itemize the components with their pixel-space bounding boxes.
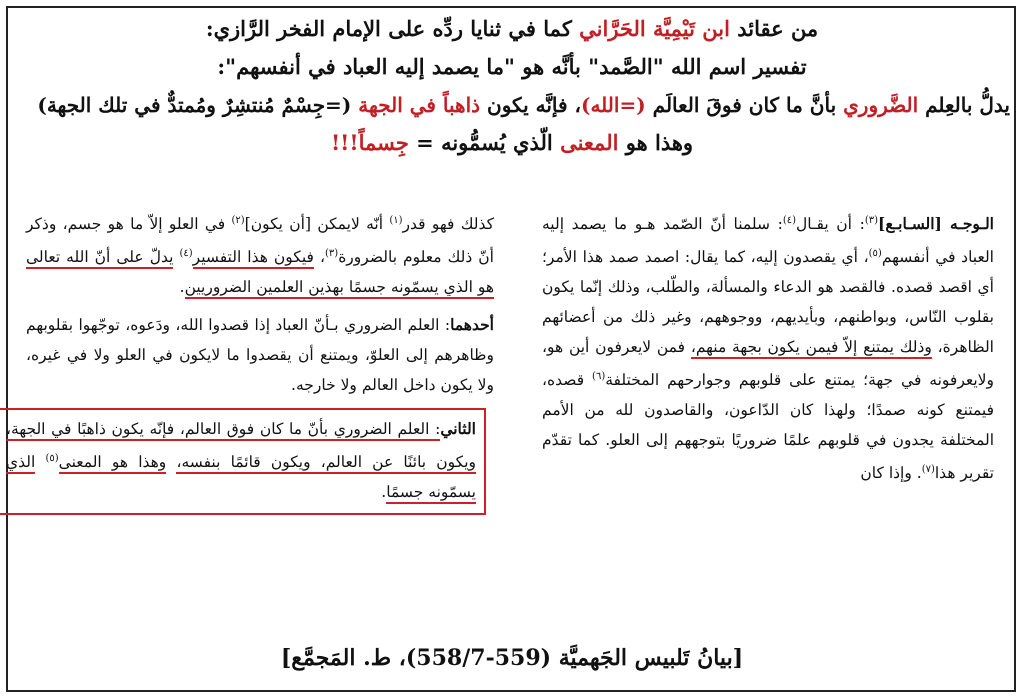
body-text: فمن لايعرفون أين هو، ولايعرفونه في جهة؛ يمتنع على قلوبهم وجوارحهم المختلفة [542,338,994,390]
header-text: الّذي يُسمُّونه = [416,130,553,155]
right-paragraph [542,206,994,489]
header-text: من عقائد [737,16,819,41]
body-text: ، [319,248,325,267]
citation-footer: [بيانُ تَلبيس الجَهميَّة (559-558/7)، ط. المَجمَّع] [280,645,744,671]
header-text: كما في ثنايا ردِّه على الإمام الفخر الرَّازي: [205,16,572,41]
footnote-ref: (٧) [921,464,935,476]
left-paragraph-2 [26,310,494,400]
footnote-ref: (٣) [864,215,878,226]
left-paragraph-1 [26,206,494,302]
header-line-4 [14,124,1010,162]
footnote-ref: (٤) [782,215,796,226]
footnote-ref: (٤) [179,248,193,260]
left-column [6,206,495,515]
header-text: ، فإنَّه يكون [487,93,581,117]
highlight: (=الله) [580,93,646,117]
highlight-box [0,408,486,515]
author-name: ابن تَيْمِيَّة الحَرَّاني [579,16,730,41]
underlined-text: فيكون هذا التفسير [193,248,314,269]
header-text: (=جِسْمٌ مُنتشِرٌ ومُمتدٌّ في تلك الجهة) [37,93,352,117]
footnote-ref: (٢) [231,215,245,226]
right-column [542,206,994,489]
body-text: كذلك فهو قدر [402,215,495,234]
footnote-ref: (١) [389,215,403,226]
body-text: . وإذا كان [860,464,922,483]
body-text: : سلمنا أنّ الصّمد هـو ما يصمد إليه العباد في أنفسهم [542,215,994,267]
highlight: المعنى [560,130,619,155]
body-text: ، أي يقصدون إليه، كما يقال: اصمد صمد هذا الأمر؛ أي اقصد قصده. فالقصد هو الدعاء والمسألة، والطّلب، وذلك إنّما يكون بقلوب النّاس، وبواطنهم، وبأيديهم، ووجوههم، وغير ذلك من أعضائهم الظاهرة، [542,248,994,357]
body-text: قصده، فيمتنع كونه صمدًا؛ ولهذا كان الدّاعون، والقاصدون لله من الأمم المختلفة يجدون في قلوبهم علمًا ضروريًا بتوجههم إلى العلو. كما تقدّم تقرير هذا [542,371,994,483]
body-text: أنّه لايمكن [أن يكون] [244,215,384,234]
highlight: جِسماً!!! [330,130,409,155]
underlined-text: : العلم الضروري بأنّ ما كان فوق العالم، فإنّه يكون ذاهبًا في الجهة، ويكون بائنًا عن العالم، ويكون قائمًا بنفسه، [6,420,476,474]
header [14,10,1010,162]
footnote-ref: (٣) [325,248,339,260]
underlined-text: الذي يسمّونه جسمًا [6,453,476,504]
footnote-ref: (٥) [868,248,882,260]
body-text: . [381,483,387,502]
point-heading: أحدهما [450,315,494,335]
footnote-ref: (٥) [45,453,59,465]
body-text: . [179,278,185,297]
header-text: وهذا هو [625,130,694,155]
body-text: في العلو إلاّ ما هو جسم، وذكر أنّ ذلك معلوم بالضرورة [26,215,494,267]
left-paragraph-3 [6,414,476,507]
highlight: ذاهباً في الجهة [358,93,481,117]
underlined-text: وذلك يمتنع إلاّ فيمن يكون بجهة منهم، [691,338,932,359]
body-text: : أن يقـال [796,215,865,234]
header-line-2: تفسير اسم الله "الصَّمد" بأنَّه هو "ما يصمد إليه العباد في أنفسهم": [217,54,807,79]
header-text: يدلُّ بالعِلم [925,93,1010,117]
header-line-1 [14,10,1010,48]
point-heading: الثاني [440,419,476,439]
highlight: الضَّروري [843,93,919,117]
underlined-text: يدلّ على أنّ الله تعالى هو الذي يسمّونه جسمًا بهذين العلمين الضروريين [26,248,494,299]
body-text: : العلم الضروري بـأنّ العباد إذا قصدوا الله، ودَعوه، توجّهوا بقلوبهم وظاهرهم إلى العلوّ، ويمتنع أن يقصدوا ما لايكون في العلو ولا في غيره، ولا يكون داخل العالم ولا خارجه. [26,316,494,395]
header-text: بأنَّ ما كان فوقَ العالَم [652,93,837,117]
underlined-text: وهذا هو المعنى [59,453,167,474]
section-heading: الـوجـه [السـابـع] [878,214,994,234]
header-line-3 [14,86,1010,124]
footnote-ref: (٦) [592,371,606,383]
